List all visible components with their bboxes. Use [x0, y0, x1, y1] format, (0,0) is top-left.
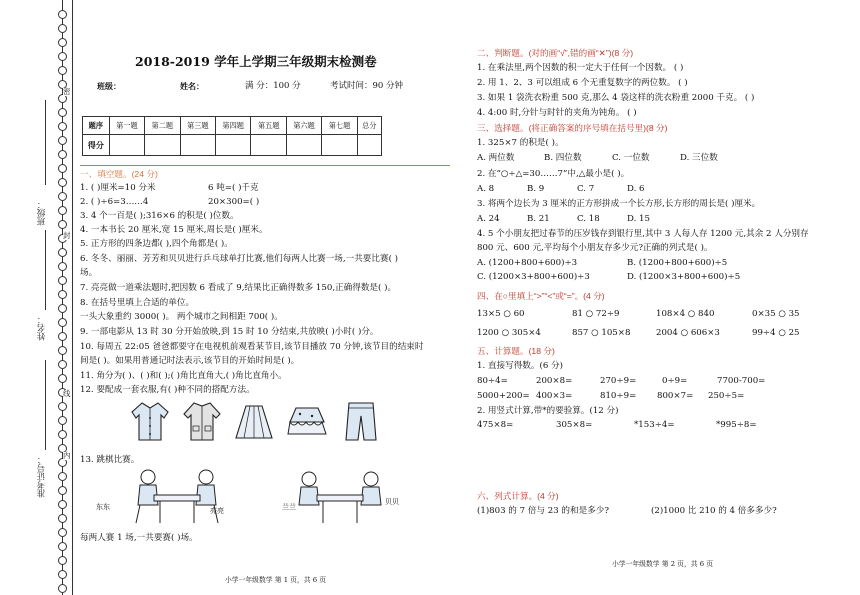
- vertical-calc-item: 305×8=: [556, 420, 593, 430]
- binding-hole-icon: [58, 276, 67, 285]
- binding-hole-icon: [58, 472, 67, 481]
- section-divider: [80, 165, 450, 166]
- c4: 4. 5 个小朋友把过春节的压岁钱存到银行里,其中 3 人每人存 1200 元,其余 2 人分别存: [477, 229, 809, 239]
- c3-opt-b: B. 21: [527, 214, 550, 224]
- c3-opt-a: A. 24: [477, 214, 500, 224]
- binding-hole-icon: [58, 192, 67, 201]
- coat-gray-icon: [180, 400, 224, 442]
- vertical-calc-item: *153÷4=: [634, 420, 675, 430]
- binding-hole-icon: [58, 136, 67, 145]
- binding-hole-icon: [58, 570, 67, 579]
- score-header-cell: 题序: [83, 117, 110, 135]
- score-header-cell: 第四题: [216, 117, 251, 135]
- calc-item: 0÷9=: [662, 376, 688, 386]
- compare-item: 81 ○ 72÷9: [572, 309, 620, 319]
- calc-item: 5000+200=: [477, 391, 530, 401]
- score-header-cell: 第二题: [145, 117, 180, 135]
- binding-hole-icon: [58, 262, 67, 271]
- score-cell[interactable]: [145, 135, 180, 156]
- binding-hole-icon: [58, 52, 67, 61]
- exam-id-label: 准考证号：: [37, 455, 47, 498]
- binding-hole-icon: [58, 346, 67, 355]
- class-underline: [45, 100, 46, 185]
- binding-hole-icon: [58, 290, 67, 299]
- section-1-title: 一、填空题。(24 分): [80, 169, 158, 179]
- name-underline: [45, 230, 46, 310]
- exam-time: 考试时间：90 分钟: [330, 81, 404, 91]
- binding-hole-icon: [58, 430, 67, 439]
- calc-item: 200×8=: [536, 376, 573, 386]
- binding-hole-icon: [58, 122, 67, 131]
- compare-item: 108×4 ○ 840: [656, 309, 715, 319]
- score-table: [82, 116, 382, 156]
- calc-1-title: 1. 直接写得数。(6 分): [477, 361, 563, 371]
- score-cell[interactable]: [286, 135, 321, 156]
- c4-opt-b: B. (1200+800+600)÷5: [627, 258, 728, 268]
- binding-hole-icon: [58, 528, 67, 537]
- coat-pink-icon: [128, 400, 172, 442]
- seal-char-2: 封: [63, 231, 71, 240]
- binding-hole-icon: [58, 220, 67, 229]
- compare-item: 857 ○ 105×8: [572, 328, 631, 338]
- score-cell[interactable]: [251, 135, 286, 156]
- q1: 1. ( )厘米=10 分米: [80, 183, 156, 193]
- score-header-cell: 第七题: [322, 117, 357, 135]
- seal-char-3: 线: [63, 389, 71, 398]
- full-score: 满 分：100 分: [245, 81, 301, 91]
- binding-hole-icon: [58, 248, 67, 257]
- calc-item: 800×7=: [657, 391, 694, 401]
- calc-item: 250÷5=: [708, 391, 745, 401]
- binding-hole-icon: [58, 164, 67, 173]
- q4: 4. 一本书长 20 厘米,宽 15 厘米,周长是( )厘米。: [80, 225, 268, 235]
- score-header-cell: 总分: [357, 117, 381, 135]
- binding-hole-icon: [58, 10, 67, 19]
- frilled-skirt-icon: [284, 404, 330, 440]
- c1-opt-b: B. 四位数: [544, 153, 582, 163]
- binding-hole-icon: [58, 542, 67, 551]
- section-3-title: 三、选择题。(将正确答案的序号填在括号里)(8 分): [477, 123, 668, 133]
- c3-opt-c: C. 18: [577, 214, 600, 224]
- section-5-title: 五、计算题。(18 分): [477, 346, 555, 356]
- binding-hole-icon: [58, 304, 67, 313]
- calc-item: 7700-700=: [717, 376, 766, 386]
- q10b: 间是( )。如果用普通记时法表示,该节目的开始时间是( )。: [80, 356, 300, 366]
- q1b: 6 吨=( )千克: [208, 183, 259, 193]
- name-label: 姓名：: [37, 315, 47, 341]
- calc-item: 810÷9=: [600, 391, 637, 401]
- c1: 1. 325×7 的积是( )。: [477, 138, 564, 148]
- c4-opt-c: C. (1200×3+800+600)÷3: [477, 272, 590, 282]
- binding-hole-icon: [58, 360, 67, 369]
- q12: 12. 要配成一套衣服,有( )种不同的搭配方法。: [80, 385, 255, 395]
- c1-opt-c: C. 一位数: [612, 153, 650, 163]
- score-row-label: 得分: [83, 135, 110, 156]
- score-table-row: [83, 135, 382, 156]
- score-header-cell: 第一题: [109, 117, 144, 135]
- compare-item: 1200 ○ 305×4: [477, 328, 541, 338]
- checkers-scene-right-icon: [285, 465, 395, 525]
- binding-hole-icon: [58, 486, 67, 495]
- score-header-cell: 第六题: [286, 117, 321, 135]
- binding-hole-icon: [58, 416, 67, 425]
- binding-hole-icon: [58, 584, 67, 593]
- label-dongdong: 东东: [96, 503, 110, 511]
- q3: 3. 4 个一百是( );316×6 的积是( )位数。: [80, 211, 239, 221]
- section-2-title: 二、判断题。(对的画“√”,错的画“✕”)(8 分): [477, 48, 634, 58]
- q8a: 一头大象重约 3000( )。 两个城市之间相距 700( )。: [80, 312, 283, 322]
- q13b: 每两人赛 1 场,一共要赛( )场。: [80, 533, 198, 543]
- score-cell[interactable]: [357, 135, 381, 156]
- binding-hole-icon: [58, 24, 67, 33]
- binding-line-inner: [72, 0, 73, 595]
- score-header-cell: 第五题: [251, 117, 286, 135]
- calc-item: 80÷4=: [477, 376, 508, 386]
- compare-item: 99÷4 ○ 25: [752, 328, 800, 338]
- page-title: 2018-2019 学年上学期三年级期末检测卷: [135, 54, 377, 69]
- binding-hole-icon: [58, 66, 67, 75]
- c2-opt-d: D. 6: [627, 184, 645, 194]
- q13: 13. 跳棋比赛。: [80, 455, 140, 465]
- q8: 8. 在括号里填上合适的单位。: [80, 298, 195, 308]
- c1-opt-a: A. 两位数: [477, 153, 515, 163]
- q5: 5. 正方形的四条边都( ),四个角都是( )。: [80, 239, 233, 249]
- pants-icon: [340, 400, 382, 442]
- binding-hole-icon: [58, 556, 67, 565]
- binding-hole-icon: [58, 150, 67, 159]
- binding-hole-icon: [58, 38, 67, 47]
- q7: 7. 亮亮做一道乘法题时,把因数 6 看成了 9,结果比正确得数多 150,正确得数是( )。: [80, 283, 397, 293]
- j4: 4. 4:00 时,分针与时针的夹角为钝角。 ( ): [477, 108, 637, 118]
- binding-hole-icon: [58, 206, 67, 215]
- q2: 2. ( )÷6=3……4: [80, 197, 149, 207]
- class-field: 班级：: [97, 81, 121, 91]
- section-6-title: 六、列式计算。(4 分): [477, 491, 559, 501]
- binding-hole-icon: [58, 500, 67, 509]
- c2-opt-a: A. 8: [477, 184, 495, 194]
- section-4-title: 四、在○里填上“>”“<”或“=”。(4 分): [477, 291, 605, 301]
- skirt-icon: [232, 402, 276, 442]
- c2: 2. 在“○÷△=30……7”中,△最小是( )。: [477, 169, 630, 179]
- label-liangliang: 亮亮: [210, 507, 224, 515]
- seal-char-1: 密: [63, 87, 71, 96]
- calc-item: 270÷9=: [600, 376, 637, 386]
- label-beibei: 贝贝: [385, 498, 399, 506]
- q2b: 20×300=( ): [208, 197, 260, 207]
- calc-item: 400×3=: [536, 391, 573, 401]
- checkers-scene-left-icon: [110, 465, 240, 525]
- j2: 2. 用 1、2、3 可以组成 6 个无重复数字的两位数。 ( ): [477, 78, 688, 88]
- binding-hole-icon: [58, 402, 67, 411]
- j1: 1. 在乘法里,两个因数的积一定大于任何一个因数。 ( ): [477, 63, 684, 73]
- binding-hole-icon: [58, 514, 67, 523]
- score-cell[interactable]: [216, 135, 251, 156]
- c3-opt-d: D. 15: [627, 214, 650, 224]
- class-label: 班级：: [37, 200, 47, 226]
- score-cell[interactable]: [322, 135, 357, 156]
- c2-opt-b: B. 9: [527, 184, 545, 194]
- score-table-header-row: [83, 117, 382, 135]
- c3: 3. 将两个边长为 3 厘米的正方形拼成一个长方形,长方形的周长是( )厘米。: [477, 199, 761, 209]
- word-problem-1: (1)803 的 7 倍与 23 的和是多少?: [477, 506, 609, 516]
- vertical-calc-item: 475×8=: [477, 420, 514, 430]
- q11: 11. 角分为( )、( )和( );( )角比直角大,( )角比直角小。: [80, 371, 287, 381]
- q9: 9. 一部电影从 13 时 30 分开始放映,到 15 时 10 分结束,共放映( )小时( )分。: [80, 327, 379, 337]
- j3: 3. 如果 1 袋洗衣粉重 500 克,那么 4 袋这样的洗衣粉重 2000 千克。 ( ): [477, 93, 755, 103]
- q10: 10. 每周五 22:05 爸爸都要守在电视机前观看某节目,该节目播放 70 分钟,该节目的结束时: [80, 342, 424, 352]
- c4-opt-d: D. (1200×3+800+600)÷5: [627, 272, 741, 282]
- binding-hole-icon: [58, 318, 67, 327]
- compare-item: 13×5 ○ 60: [477, 309, 525, 319]
- binding-hole-icon: [58, 178, 67, 187]
- calc-2-title: 2. 用竖式计算,带*的要验算。(12 分): [477, 406, 619, 416]
- binding-hole-icon: [58, 374, 67, 383]
- label-lanlan: 兰兰: [282, 503, 296, 511]
- c4-opt-a: A. (1200+800+600)÷3: [477, 258, 578, 268]
- name-field: 姓名：: [180, 81, 204, 91]
- c1-opt-d: D. 三位数: [680, 153, 718, 163]
- q6b: 场。: [80, 268, 98, 278]
- binding-hole-icon: [58, 332, 67, 341]
- c2-opt-c: C. 7: [577, 184, 595, 194]
- page-footer-left: 小学一年级数学 第 1 页，共 6 页: [225, 576, 327, 584]
- score-cell[interactable]: [109, 135, 144, 156]
- c4b: 800 元、600 元,平均每个小朋友存多少元?正确的列式是( )。: [477, 243, 713, 253]
- binding-hole-icon: [58, 108, 67, 117]
- q6: 6. 冬冬、丽丽、芳芳和贝贝进行乒乓球单打比赛,他们每两人比赛一场,一共要比赛( ): [80, 254, 399, 264]
- vertical-calc-item: *995÷8=: [716, 420, 757, 430]
- word-problem-2: (2)1000 比 210 的 4 倍多多少?: [651, 506, 777, 516]
- seal-char-4: 内: [63, 451, 71, 460]
- score-header-cell: 第三题: [180, 117, 215, 135]
- score-cell[interactable]: [180, 135, 215, 156]
- exam-id-underline: [45, 360, 46, 450]
- compare-item: 2004 ○ 606×3: [656, 328, 720, 338]
- page-footer-right: 小学一年级数学 第 2 页，共 6 页: [612, 560, 714, 568]
- compare-item: 0×35 ○ 35: [752, 309, 800, 319]
